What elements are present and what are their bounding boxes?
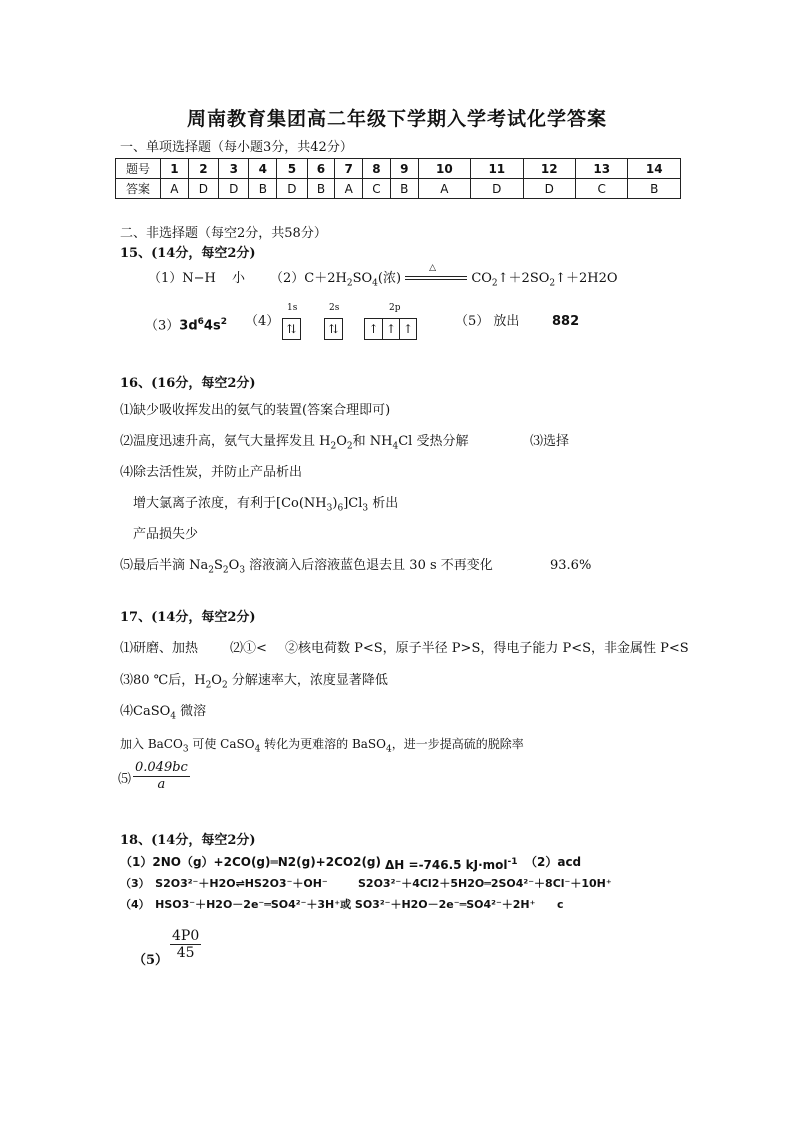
text: 转化为更难溶的 BaSO	[260, 737, 386, 751]
text: 析出	[368, 496, 399, 511]
subscript: 2	[346, 278, 353, 289]
q17-line1b: ⑵①<	[230, 641, 267, 656]
orbital-box-1s	[282, 318, 301, 340]
table-row-label: 答案	[116, 179, 161, 199]
q18-line3b: c	[557, 898, 564, 911]
subscript: 3	[326, 503, 333, 514]
text: 微溶	[176, 704, 207, 719]
text: O	[211, 673, 222, 688]
up-arrow: ↑	[382, 319, 399, 339]
subscript: 3	[239, 565, 246, 576]
orbital-box-2p	[364, 318, 417, 340]
fraction-numerator: 0.049bc	[135, 760, 188, 775]
fraction-denominator: a	[157, 777, 166, 792]
table-cell-number: 13	[575, 159, 627, 179]
text: O	[336, 434, 347, 449]
table-cell-number: 3	[219, 159, 249, 179]
q18-line3: （4） HSO3⁻＋H2O－2e⁻═SO4²⁻＋3H⁺或 SO3²⁻＋H2O－2e⁻═SO4²⁻＋2H⁺	[120, 898, 536, 911]
heat-symbol: △	[429, 262, 437, 273]
q15-header: 15、(14分，每空2分)	[120, 246, 256, 261]
label: （5）	[455, 314, 490, 329]
q18-fraction	[170, 928, 201, 961]
text: ，进一步提高硫的脱除率	[391, 737, 524, 751]
table-cell-answer: A	[335, 179, 363, 199]
subscript: 2	[330, 441, 337, 452]
table-cell-number: 6	[307, 159, 335, 179]
eq-text: (浓)	[377, 271, 402, 286]
fraction-numerator: 4P0	[172, 928, 200, 944]
table-cell-answer: B	[249, 179, 277, 199]
q18-header: 18、(14分，每空2分)	[120, 833, 256, 848]
table-cell-number: 7	[335, 159, 363, 179]
table-cell-number: 12	[523, 159, 575, 179]
paired-arrows: ⇅	[286, 322, 297, 336]
table-cell-number: 8	[363, 159, 391, 179]
q17-fraction	[133, 760, 190, 793]
text: ΔH =-746.5 kJ·mol	[385, 858, 508, 872]
q17-header: 17、(14分，每空2分)	[120, 610, 256, 625]
subscript: 4	[372, 278, 378, 289]
text: ⑷CaSO	[120, 704, 171, 719]
q18-line1: （1）2NO（g）+2CO(g)═N2(g)+2CO2(g)	[120, 855, 382, 869]
q16-part3: ⑶选择	[530, 434, 570, 449]
q16-line3: ⑷除去活性炭，并防止产品析出	[120, 465, 303, 480]
subscript: 2	[549, 278, 556, 289]
table-cell-number: 11	[471, 159, 523, 179]
superscript: -1	[507, 857, 518, 867]
q15-part1-answer: 小	[232, 271, 246, 286]
text: 溶液滴入后溶液蓝色退去且 30 s 不再变化	[245, 558, 493, 573]
q15-part4-label: （4）	[245, 314, 280, 329]
eq-text: CO	[471, 271, 492, 286]
q17-line2	[120, 673, 388, 694]
subscript: 2	[205, 680, 212, 691]
text: ⑵温度迅速升高，氨气大量挥发且 H	[120, 434, 331, 449]
eq-text: SO	[352, 271, 373, 286]
text: 分解速率大，浓度显著降低	[227, 673, 388, 688]
q16-header: 16、(16分，每空2分)	[120, 376, 256, 391]
text: 加入 BaCO	[120, 737, 183, 751]
section1-heading: 一、单项选择题（每小题3分，共42分）	[120, 140, 353, 155]
q15-equation	[270, 262, 618, 292]
up-arrow: ↑	[399, 319, 416, 339]
q16-line5: 产品损失少	[133, 527, 199, 542]
q18-line2b: S2O3²⁻＋4Cl2＋5H2O═2SO4²⁻＋8Cl⁻＋10H⁺	[358, 877, 612, 890]
text: O	[228, 558, 240, 573]
subscript: 3	[182, 744, 189, 755]
q16-line1: ⑴缺少吸收挥发出的氨气的装置(答案合理即可)	[120, 403, 391, 418]
subscript: 4	[170, 711, 176, 722]
table-cell-answer: C	[363, 179, 391, 199]
section2-heading: 二、非选择题（每空2分，共58分）	[120, 226, 327, 241]
text: S	[214, 558, 223, 573]
table-cell-number: 5	[277, 159, 307, 179]
text: 增大氯离子浓度，有利于[Co(NH	[133, 496, 327, 511]
text: )	[332, 496, 338, 511]
table-cell-number: 9	[390, 159, 418, 179]
q18-part2: （2）acd	[525, 855, 582, 869]
q15-part1: （1）N−H	[148, 271, 216, 286]
table-cell-number: 4	[249, 159, 277, 179]
q16-line2	[120, 434, 468, 455]
table-row	[116, 179, 681, 199]
eq-text: ↑＋2SO	[497, 271, 550, 286]
orbital-label-2p: 2p	[389, 303, 401, 313]
subscript: 2	[491, 278, 498, 289]
text: 和 NH	[352, 434, 393, 449]
table-cell-answer: D	[471, 179, 523, 199]
subscript: 3	[362, 503, 369, 514]
config: 4s	[203, 318, 221, 334]
q16-result: 93.6%	[550, 558, 592, 573]
subscript: 2	[346, 441, 353, 452]
fraction-denominator: 45	[176, 945, 195, 961]
text: 可使 CaSO	[188, 737, 255, 751]
orbital-box-2s	[324, 318, 343, 340]
table-cell-answer: D	[219, 179, 249, 199]
table-cell-number: 14	[628, 159, 681, 179]
heat-arrow	[405, 262, 467, 286]
text: ⑶80 ℃后，H	[120, 673, 206, 688]
subscript: 4	[254, 744, 261, 755]
orbital-label-2s: 2s	[329, 303, 340, 313]
up-arrow: ↑	[368, 322, 379, 336]
subscript: 2	[208, 565, 214, 576]
label: （3）	[145, 318, 180, 334]
table-cell-answer: A	[418, 179, 470, 199]
q18-part5-label: （5）	[133, 953, 169, 968]
q16-line4	[133, 496, 398, 517]
subscript: 6	[337, 503, 344, 514]
table-cell-number: 1	[161, 159, 189, 179]
q18-line2: （3） S2O3²⁻＋H2O⇌HS2O3⁻＋OH⁻	[120, 877, 328, 890]
table-cell-number: 2	[188, 159, 218, 179]
table-cell-answer: B	[390, 179, 418, 199]
double-line	[405, 276, 467, 280]
superscript: 6	[197, 317, 204, 327]
q15-part3	[145, 314, 227, 334]
answer-table	[115, 158, 681, 199]
q15-part5	[455, 314, 519, 330]
subscript: 2	[222, 565, 229, 576]
table-cell-answer: D	[523, 179, 575, 199]
subscript: 4	[392, 441, 399, 452]
q17-line3	[120, 704, 206, 725]
q17-part5-label: ⑸	[118, 772, 132, 787]
q18-enthalpy	[385, 854, 518, 873]
eq-text: ↑＋2H2O	[555, 271, 618, 286]
q17-line1a: ⑴研磨、加热	[120, 641, 199, 656]
q17-line4	[120, 736, 524, 757]
q15-part5-value: 882	[552, 314, 580, 329]
table-cell-answer: B	[628, 179, 681, 199]
orbital-label-1s: 1s	[287, 303, 298, 313]
text: Cl 受热分解	[398, 434, 469, 449]
table-cell-answer: C	[575, 179, 627, 199]
answer: 放出	[493, 314, 520, 329]
table-cell-number: 10	[418, 159, 470, 179]
table-cell-answer: B	[307, 179, 335, 199]
superscript: 2	[220, 317, 227, 327]
text: ⑸最后半滴 Na	[120, 558, 209, 573]
subscript: 2	[221, 680, 228, 691]
table-row-label: 题号	[116, 159, 161, 179]
config: 3d	[179, 318, 198, 334]
table-row	[116, 159, 681, 179]
table-cell-answer: A	[161, 179, 189, 199]
q17-line1c: ②核电荷数 P<S，原子半径 P>S，得电子能力 P<S，非金属性 P<S	[285, 641, 689, 656]
q15-part2-label: （2）C＋2H	[270, 271, 347, 286]
paired-arrows: ⇅	[328, 322, 339, 336]
table-cell-answer: D	[188, 179, 218, 199]
table-cell-answer: D	[277, 179, 307, 199]
page-title: 周南教育集团高二年级下学期入学考试化学答案	[186, 108, 607, 130]
subscript: 4	[385, 744, 392, 755]
text: ]Cl	[343, 496, 363, 511]
q16-line6	[120, 558, 493, 579]
